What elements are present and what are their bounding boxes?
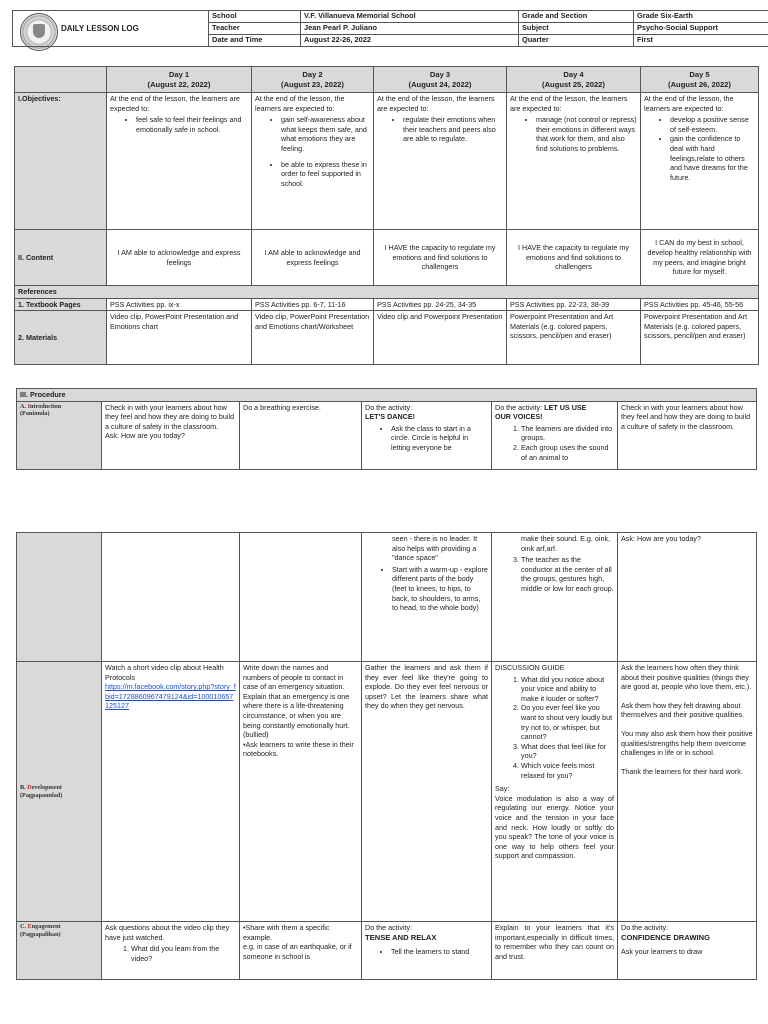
grade-section-label: Grade and Section <box>519 11 634 23</box>
intro-day-4-item: 2. Each group uses the sound of an animal to <box>521 443 614 462</box>
intro-label-rest: ntroduction <box>29 402 62 410</box>
grade-section-value: Grade Six-Earth <box>634 11 768 23</box>
day-2-name: Day 2 <box>302 69 323 79</box>
intro-cont-day-3-text: seen - there is no leader. It also helps with providing a "dance space" <box>392 534 478 563</box>
intro-day-4-title: LET US USE <box>544 402 587 412</box>
objectives-day-3 <box>374 93 507 230</box>
dev-day-5-p3: You may also ask them how their positive qualities/strengths help them overcome challenges in life or in school. <box>621 728 753 758</box>
intro-day-1 <box>102 401 240 469</box>
day-1-date: (August 22, 2022) <box>147 79 211 89</box>
objectives-day-4 <box>507 93 641 230</box>
objectives-intro: At the end of the lesson, the learners are expected to: <box>255 94 345 113</box>
materials-day-5: Powerpoint Presentation and Art Materials (e.g. colored papers, scissors, pencil/pen and eraser) <box>641 311 759 365</box>
content-day-1: I AM able to acknowledge and express feelings <box>107 230 252 286</box>
discussion-question: 3. What does that feel like for you? <box>521 742 614 761</box>
intro-day-4-title-2: OUR VOICES! <box>495 412 543 422</box>
objective-item: • regulate their emotions when their teachers and peers also are able to regulate. <box>403 115 503 144</box>
intro-day-3-title: LET'S DANCE! <box>365 412 416 422</box>
dev-label-rest: evelopment <box>31 783 62 791</box>
eng-label-sub: (Pagpapalihan) <box>20 930 61 938</box>
header-table <box>12 10 768 47</box>
teacher-value: Jean Pearl P. Juliano <box>301 23 519 35</box>
materials-day-4: Powerpoint Presentation and Art Materials (e.g. colored papers, scissors, pencil/pen and eraser) <box>507 311 641 365</box>
eng-day-1-question: 1. What did you learn from the video? <box>131 944 236 963</box>
intro-day-4-pre: Do the activity: <box>495 402 543 412</box>
eng-day-3-title: TENSE AND RELAX <box>365 932 437 942</box>
day-5-header <box>641 67 759 93</box>
day-4-date: (August 25, 2022) <box>542 79 605 89</box>
intro-day-5: Check in with your learners about how they feel and how they are doing to build a culture of safety in the classroom. <box>618 401 757 469</box>
discussion-say-text: Voice modulation is also a way of regulating our energy. Notice your voice and the tension in your face and neck. How loudly or softly do you speak? The tone of your voice is one way to help others feel your support and compassion. <box>495 793 614 861</box>
dev-day-5-p4: Thank the learners for their hard work. <box>621 766 743 776</box>
eng-label-letter: E <box>27 923 32 930</box>
objectives-day-2 <box>252 93 374 230</box>
references-label: References <box>15 286 759 299</box>
development-day-5 <box>618 662 757 922</box>
day-1-name: Day 1 <box>168 69 190 79</box>
eng-day-1-text: Ask questions about the video clip they have just watched. <box>105 923 230 942</box>
intro-label-sub: (Panimula) <box>20 410 50 418</box>
development-day-1 <box>102 662 240 922</box>
intro-label-prefix: A. <box>20 402 28 410</box>
engagement-day-2 <box>240 922 362 980</box>
dev-label-sub: (Pagpapaunlad) <box>20 791 63 799</box>
intro-cont-day-4-item: 3. The teacher as the conductor at the center of all the groups, gestures high, middle or low for each group. <box>521 555 614 593</box>
objective-item: • be able to express these in order to feel supported in school. <box>281 160 370 189</box>
intro-day-1-text: Check in with your learners about how they feel and how they are doing to build a culture of safety in the classroom. <box>105 402 235 431</box>
objective-item: • manage (not control or repress) their emotions in different ways that work for them, and also find solutions to problems. <box>536 115 637 153</box>
objective-item: • feel safe to feel their feelings and emotionally safe in school. <box>136 115 248 134</box>
intro-day-4-item: 1. The learners are divided into groups. <box>521 424 614 443</box>
intro-day-2: Do a breathing exercise. <box>240 401 362 469</box>
textbook-day-3: PSS Activities pp. 24-25, 34-35 <box>374 298 507 311</box>
day-3-date: (August 24, 2022) <box>408 79 472 89</box>
materials-day-3: Video clip and Powerpoint Presentation <box>374 311 507 365</box>
development-day-3: Gather the learners and ask them if they ever feel like they're going to explode. Do they ever feel nervous or upset? Let the learners share what they do when they get nervous. <box>362 662 492 922</box>
content-day-3: I HAVE the capacity to regulate my emotions and find solutions to challengers <box>374 230 507 286</box>
objective-item: • gain the confidence to deal with hard feelings,relate to others and have dreams for the future. <box>670 134 755 182</box>
content-day-5: I CAN do my best in school, develop healthy relationship with my peers, and imagine bright future for myself. <box>641 230 759 286</box>
day-3-name: Day 3 <box>429 69 451 79</box>
intro-cont-day-4 <box>492 533 618 662</box>
teacher-label: Teacher <box>209 23 301 35</box>
quarter-label: Quarter <box>519 35 634 47</box>
eng-day-2-example: e.g. in case of an earthquake, or if someone in school is <box>243 942 352 961</box>
intro-cont-day-2 <box>240 533 362 662</box>
engagement-label <box>17 922 102 980</box>
textbook-day-5: PSS Activities pp. 45-46, 55-56 <box>641 298 759 311</box>
day-5-name: Day 5 <box>689 69 710 79</box>
intro-cont-day-1 <box>102 533 240 662</box>
health-protocols-video-link[interactable]: https://m.facebook.com/story.php?story_fbid=1728860967479124&id=100010657125127 <box>105 682 236 711</box>
objectives-intro: At the end of the lesson, the learners are expected to: <box>377 94 495 113</box>
dev-day-2-text: Write down the names and numbers of people to contact in case of an emergency situation. Explain that an emergency is one where there is a life-threatening circumstance, or when you are being constantly emotionally hurt. (bullied) <box>243 663 350 740</box>
subject-value: Psycho-Social Support <box>634 23 768 35</box>
dev-label-letter: D <box>27 783 32 791</box>
introduction-label <box>17 401 102 469</box>
day-1-header <box>107 67 252 93</box>
objectives-intro: At the end of the lesson, the learners are expected to: <box>510 94 628 113</box>
dev-label-prefix: B. <box>20 783 28 791</box>
dev-day-2-task: •Ask learners to write these in their notebooks. <box>243 739 354 759</box>
intro-day-3-pre: Do the activity: <box>365 402 413 412</box>
objectives-label: I.Objectives: <box>15 93 107 230</box>
day-3-header <box>374 67 507 93</box>
textbook-day-1: PSS Activities pp. ix-x <box>107 298 252 311</box>
intro-continued-label <box>17 533 102 662</box>
subject-label: Subject <box>519 23 634 35</box>
date-time-value: August 22-26, 2022 <box>301 35 519 47</box>
eng-day-5-title: CONFIDENCE DRAWING <box>621 932 711 942</box>
day-4-header <box>507 67 641 93</box>
objectives-intro: At the end of the lesson, the learners are expected to: <box>644 94 734 113</box>
engagement-day-4: Explain to your learners that it's important,especially in difficult times, to remember who they can count on and trust. <box>492 922 618 980</box>
dev-day-5-p2: Ask them how they felt drawing about themselves and their positive qualities. <box>621 700 745 720</box>
discussion-question: 1. What did you notice about your voice and ability to make it louder or softer? <box>521 675 614 704</box>
quarter-value: First <box>634 35 768 47</box>
lesson-log-title: DAILY LESSON LOG <box>13 11 209 47</box>
discussion-say-label: Say: <box>495 784 510 794</box>
eng-day-2-text: •Share with them a specific example. <box>243 923 330 942</box>
procedure-table <box>16 388 757 470</box>
date-time-label: Date and Time <box>209 35 301 47</box>
development-day-4 <box>492 662 618 922</box>
objective-item: • gain self-awareness about what keeps them safe, and what emotions they are feeling. <box>281 115 370 153</box>
corner-cell <box>15 67 107 93</box>
objectives-day-1 <box>107 93 252 230</box>
objective-item: • develop a positive sense of self-esteem. <box>670 115 755 134</box>
materials-day-2: Video clip, PowerPoint Presentation and Emotions chart/Worksheet <box>252 311 374 365</box>
engagement-day-5 <box>618 922 757 980</box>
day-2-header <box>252 67 374 93</box>
engagement-day-1 <box>102 922 240 980</box>
discussion-guide-title: DISCUSSION GUIDE <box>495 663 565 672</box>
eng-day-3-pre: Do the activity: <box>365 923 413 932</box>
discussion-question: 2. Do you ever feel like you want to shout very loudly but try not to, or whisper, but cannot? <box>521 703 614 741</box>
procedure-label: III. Procedure <box>17 389 757 402</box>
intro-day-1-ask: Ask: How are you today? <box>105 431 185 441</box>
intro-cont-day-3-bullet: • Start with a warm-up - explore different parts of the body (feet to knees, to hips, to back, to shoulders, to arms, to head, to the whole body) <box>392 565 488 613</box>
textbook-pages-label: 1. Textbook Pages <box>15 298 107 311</box>
development-label <box>17 662 102 922</box>
day-5-date: (August 26, 2022) <box>668 79 731 89</box>
lesson-plan-table <box>14 66 759 365</box>
intro-cont-day-5: Ask: How are you today? <box>618 533 757 662</box>
dev-day-1-text: Watch a short video clip about Health Protocols <box>105 663 224 682</box>
eng-day-3-bullet: • Tell the learners to stand <box>391 947 488 957</box>
school-value: V.F. Villanueva Memorial School <box>301 11 519 23</box>
materials-label: 2. Materials <box>15 311 107 365</box>
objectives-intro: At the end of the lesson, the learners are expected to: <box>110 94 240 113</box>
engagement-day-3 <box>362 922 492 980</box>
content-day-2: I AM able to acknowledge and express feelings <box>252 230 374 286</box>
intro-day-3 <box>362 401 492 469</box>
intro-cont-day-4-text: make their sound. E.g. oink, oink arf,arf. <box>521 534 611 553</box>
dev-day-5-p1: Ask the learners how often they think about their positive qualities (things they are good at, people who love them, etc.). <box>621 663 752 692</box>
textbook-day-2: PSS Activities pp. 6-7, 11-16 <box>252 298 374 311</box>
intro-cont-day-3 <box>362 533 492 662</box>
day-4-name: Day 4 <box>563 69 584 79</box>
content-label: II. Content <box>15 230 107 286</box>
eng-label-rest: ngagement <box>31 923 61 930</box>
intro-label-letter: I <box>27 402 30 410</box>
development-day-2 <box>240 662 362 922</box>
intro-day-4 <box>492 401 618 469</box>
intro-day-3-bullet: • Ask the class to start in a circle. Circle is helpful in letting everyone be <box>391 424 488 453</box>
eng-label-prefix: C. <box>20 923 28 930</box>
school-label: School <box>209 11 301 23</box>
materials-day-1: Video clip, PowerPoint Presentation and Emotions chart <box>107 311 252 365</box>
eng-day-5-pre: Do the activity: <box>621 923 669 932</box>
procedure-table-continued <box>16 532 757 980</box>
eng-day-5-text: Ask your learners to draw <box>621 947 703 957</box>
textbook-day-4: PSS Activities pp. 22-23, 38-39 <box>507 298 641 311</box>
content-day-4: I HAVE the capacity to regulate my emotions and find solutions to challengers <box>507 230 641 286</box>
day-2-date: (August 23, 2022) <box>281 79 344 89</box>
objectives-day-5 <box>641 93 759 230</box>
discussion-question: 4. Which voice feels most relaxed for you? <box>521 761 614 780</box>
